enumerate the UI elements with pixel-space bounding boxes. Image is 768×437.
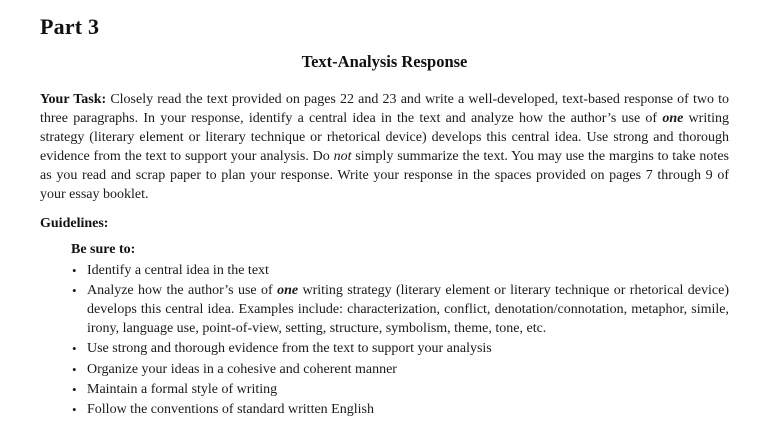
guidelines-heading: Guidelines:: [40, 216, 109, 231]
task-emphasis-not: not: [333, 148, 352, 164]
bullet-icon: •: [72, 263, 77, 278]
task-label: Your Task:: [40, 92, 107, 107]
task-paragraph: [40, 91, 729, 204]
task-emphasis-one: one: [662, 110, 684, 126]
bullet-icon: •: [72, 361, 77, 377]
task-text-1: Closely read the text provided on pages 22 and 23 and write a well-developed, text-based response of two to three paragraphs. In your response, identify a central idea in the text and analyze how the author’s use of: [40, 92, 729, 126]
part-title: Part 3: [40, 14, 100, 39]
list-item-text: Organize your ideas in a cohesive and coherent manner: [87, 361, 397, 377]
task-text-3: simply summarize the text. You may use the margins to take notes as you read and scrap paper to plan your response. Write your response in the spaces provided on pages 7 through 9 of your essay booklet.: [40, 148, 729, 202]
list-item-emphasis: one: [277, 283, 299, 299]
list-item-text: Identify a central idea in the text: [87, 263, 269, 278]
list-item-text-after: writing strategy (literary element or literary technique or rhetorical device) develops this central idea. Examples include: characterization, conflict, denotation/connotation, metaphor, simile, irony, language use, point-of-view, setting, structure, symbolism, theme, tone, etc.: [87, 283, 729, 337]
list-item: [71, 340, 729, 359]
bullet-icon: •: [72, 283, 77, 299]
list-item: [71, 282, 729, 339]
bullet-icon: •: [72, 382, 77, 397]
section-title: Text-Analysis Response: [301, 52, 468, 71]
bullet-icon: •: [72, 341, 77, 357]
list-item-text-before: Analyze how the author’s use of: [87, 283, 278, 299]
bullet-icon: •: [72, 402, 77, 418]
list-item: [71, 381, 729, 400]
be-sure-to-heading: Be sure to:: [71, 242, 136, 257]
list-item: [71, 401, 729, 420]
list-item-text: Maintain a formal style of writing: [87, 382, 278, 397]
guidelines-list: [71, 262, 729, 422]
list-item: [71, 262, 729, 281]
task-text-2: writing strategy (literary element or literary technique or rhetorical device) develops this central idea. Use strong and thorough evidence from the text to support your analysis. Do: [40, 110, 729, 164]
list-item: [71, 361, 729, 380]
list-item-text: Follow the conventions of standard written English: [87, 402, 374, 418]
list-item-text: Use strong and thorough evidence from the text to support your analysis: [87, 341, 492, 357]
